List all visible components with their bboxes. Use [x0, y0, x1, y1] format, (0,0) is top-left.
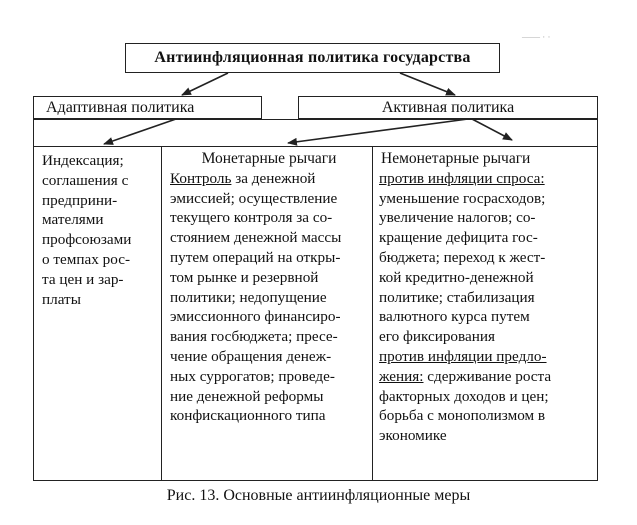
adaptive-policy-label: Адаптивная политика	[46, 98, 195, 116]
supply-first-measure: сдерживание роста	[427, 367, 552, 385]
monetary-line: ние денежной реформы	[170, 387, 324, 405]
monetary-line: политики; недопущение	[170, 288, 327, 306]
demand-inflation-label: против инфляции спроса:	[379, 169, 545, 187]
monetary-line: путем операций на откры-	[170, 248, 341, 266]
figure-caption: Рис. 13. Основные антиинфляционные меры	[166, 487, 471, 504]
control-term: Контроль	[170, 169, 232, 187]
supply-line: экономике	[379, 427, 447, 445]
arrow-to-adaptive	[182, 73, 228, 95]
nonmonetary-header: Немонетарные рычаги	[381, 150, 531, 167]
monetary-line: эмиссионного финансиро-	[170, 308, 341, 326]
monetary-header: Монетарные рычаги	[201, 150, 337, 167]
indexation-line: о темпах рос-	[42, 250, 131, 268]
active-policy-label: Активная политика	[381, 98, 515, 116]
arrow-to-nonmonetary	[472, 119, 512, 140]
supply-inflation-label-1: против инфляции предло-	[379, 347, 547, 365]
monetary-line: стоянием денежной массы	[170, 229, 342, 247]
monetary-line: том рынке и резервной	[170, 268, 319, 286]
supply-inflation-label-2: жения:	[379, 367, 424, 385]
indexation-line: Индексация;	[42, 152, 124, 169]
demand-line: кращение дефицита гос-	[379, 229, 538, 247]
demand-line: политике; стабилизация	[379, 288, 535, 306]
monetary-line: вания госбюджета; пресе-	[170, 328, 338, 346]
monetary-line: текущего контроля за со-	[170, 209, 333, 227]
monetary-line: ных суррогатов; проведе-	[170, 367, 335, 385]
demand-line: уменьшение госрасходов;	[379, 189, 546, 207]
monetary-line: конфискационного типа	[170, 407, 326, 425]
demand-line: бюджета; переход к жест-	[379, 248, 546, 266]
scan-artifact: —— · ·	[522, 32, 551, 42]
demand-line: кой кредитно-денежной	[379, 268, 534, 286]
indexation-line: профсоюзами	[42, 231, 132, 249]
indexation-line: предприни-	[42, 191, 118, 209]
supply-line: борьба с монополизмом в	[379, 407, 546, 425]
monetary-line: чение обращения денеж-	[170, 347, 332, 365]
indexation-line: мателями	[42, 211, 104, 229]
arrow-to-monetary	[288, 119, 468, 143]
monetary-line: эмиссией; осуществление	[170, 189, 338, 207]
supply-line: факторных доходов и цен;	[379, 387, 549, 405]
arrow-to-indexation	[104, 119, 176, 144]
indexation-line: платы	[42, 290, 81, 308]
demand-line: увеличение налогов; со-	[379, 209, 536, 227]
monetary-line: за денежной	[235, 169, 316, 187]
demand-line: его фиксирования	[379, 328, 495, 346]
arrow-to-active	[400, 73, 455, 95]
demand-line: валютного курса путем	[379, 308, 530, 326]
indexation-line: та цен и зар-	[42, 270, 124, 288]
indexation-line: соглашения с	[42, 171, 129, 189]
root-title: Антиинфляционная политика государства	[154, 49, 471, 66]
